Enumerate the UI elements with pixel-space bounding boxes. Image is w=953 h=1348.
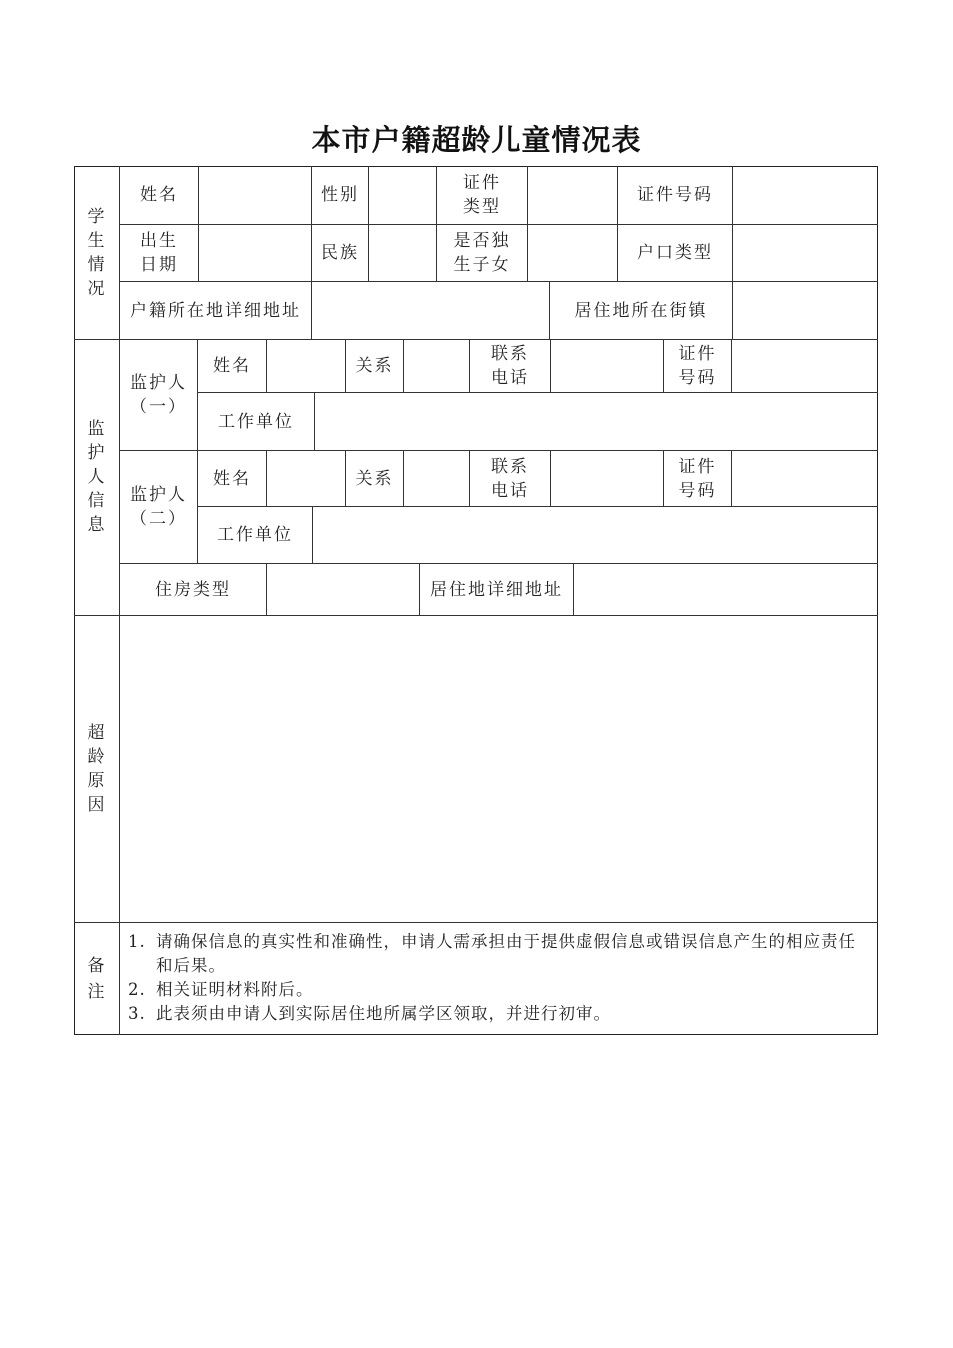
label-line: 监护人: [130, 373, 187, 393]
vertical-label: 监护人信息: [87, 419, 105, 535]
input-residence-street[interactable]: [733, 282, 878, 339]
list-item: [128, 978, 873, 1002]
input-g2-name[interactable]: [267, 451, 345, 506]
input-hukou-address[interactable]: [312, 282, 549, 339]
label-g1-name: 姓名: [213, 356, 251, 376]
vertical-label: 备注: [87, 955, 105, 1002]
label-g2-phone: [470, 451, 550, 506]
remark-text: 请确保信息的真实性和准确性，申请人需承担由于提供虚假信息或错误信息产生的相应责任和后果。: [156, 932, 856, 975]
label-g2-relation: 关系: [355, 468, 394, 489]
label-line: （二）: [130, 509, 187, 529]
label-line: （一）: [130, 397, 187, 417]
section-divider: [74, 922, 878, 923]
input-g2-phone[interactable]: [551, 451, 663, 506]
label-residence-address: 居住地详细地址: [430, 579, 563, 600]
label-line: 号码: [678, 480, 717, 501]
label-line: 联系: [491, 456, 529, 477]
input-g1-phone[interactable]: [551, 340, 663, 392]
label-line: 电话: [491, 368, 529, 388]
input-birth-date[interactable]: [199, 225, 311, 281]
label-line: 是否独: [453, 231, 511, 251]
label-line: 证件: [463, 173, 501, 193]
remark-text: 此表须由申请人到实际居住地所属学区领取，并进行初审。: [156, 1004, 611, 1023]
input-g2-id[interactable]: [732, 451, 878, 506]
list-item: [128, 1002, 873, 1026]
label-line: 监护人: [130, 485, 187, 505]
label-guardian-2: [120, 451, 197, 563]
label-ethnicity: 民族: [321, 243, 359, 263]
remark-text: 相关证明材料附后。: [156, 980, 314, 999]
label-guardian-1: [120, 340, 197, 450]
remark-number: 1.: [128, 932, 146, 951]
student-section-label: [74, 166, 119, 339]
input-g2-relation[interactable]: [404, 451, 469, 506]
label-id-number: 证件号码: [637, 185, 713, 205]
vertical-label: 学生情况: [87, 206, 105, 299]
label-g1-relation: 关系: [355, 356, 394, 376]
input-residence-address[interactable]: [574, 564, 878, 615]
input-housing-type[interactable]: [267, 564, 419, 615]
label-id-type: [437, 166, 527, 224]
label-g2-id: [664, 451, 731, 506]
input-g1-id[interactable]: [732, 340, 878, 392]
input-overage-reason[interactable]: [120, 616, 878, 922]
label-hukou-address: 户籍所在地详细地址: [130, 300, 301, 321]
label-g2-employer: 工作单位: [217, 525, 293, 545]
input-g1-relation[interactable]: [404, 340, 469, 392]
label-birth-date: [120, 225, 198, 281]
remarks-section-label: [74, 922, 119, 1035]
input-id-type[interactable]: [528, 166, 617, 224]
label-housing-type: 住房类型: [155, 579, 231, 600]
list-item: [128, 930, 873, 978]
overage-section-label: [74, 615, 119, 922]
label-line: 证件: [678, 344, 717, 364]
vertical-label: 超龄原因: [87, 722, 105, 815]
label-g1-employer: 工作单位: [218, 411, 294, 432]
label-line: 生子女: [453, 255, 511, 275]
input-student-name[interactable]: [199, 166, 311, 224]
remarks-list: [128, 930, 873, 1026]
label-g1-phone: [470, 340, 550, 392]
input-id-number[interactable]: [733, 166, 878, 224]
label-line: 日期: [140, 255, 178, 275]
label-line: 联系: [491, 344, 529, 364]
input-g1-name[interactable]: [267, 340, 345, 392]
label-line: 电话: [491, 480, 529, 501]
label-gender: 性别: [321, 185, 359, 205]
input-only-child[interactable]: [528, 225, 617, 281]
label-g1-id: [664, 340, 731, 392]
label-name: 姓名: [140, 185, 178, 205]
form-title: 本市户籍超龄儿童情况表: [311, 123, 642, 157]
input-ethnicity[interactable]: [369, 225, 436, 281]
label-line: 证件: [678, 456, 717, 477]
input-gender[interactable]: [369, 166, 436, 224]
label-line: 号码: [678, 368, 717, 388]
label-line: 类型: [463, 197, 501, 217]
label-residence-street: 居住地所在街镇: [574, 300, 708, 321]
remark-number: 2.: [128, 980, 146, 999]
label-hukou-type: 户口类型: [637, 243, 713, 263]
input-hukou-type[interactable]: [733, 225, 878, 281]
input-g1-employer[interactable]: [315, 393, 878, 450]
label-g2-name: 姓名: [213, 468, 251, 489]
label-only-child: [437, 225, 527, 281]
remark-number: 3.: [128, 1004, 146, 1023]
input-g2-employer[interactable]: [313, 507, 878, 563]
guardian-section-label: [74, 339, 119, 615]
label-line: 出生: [140, 231, 178, 251]
